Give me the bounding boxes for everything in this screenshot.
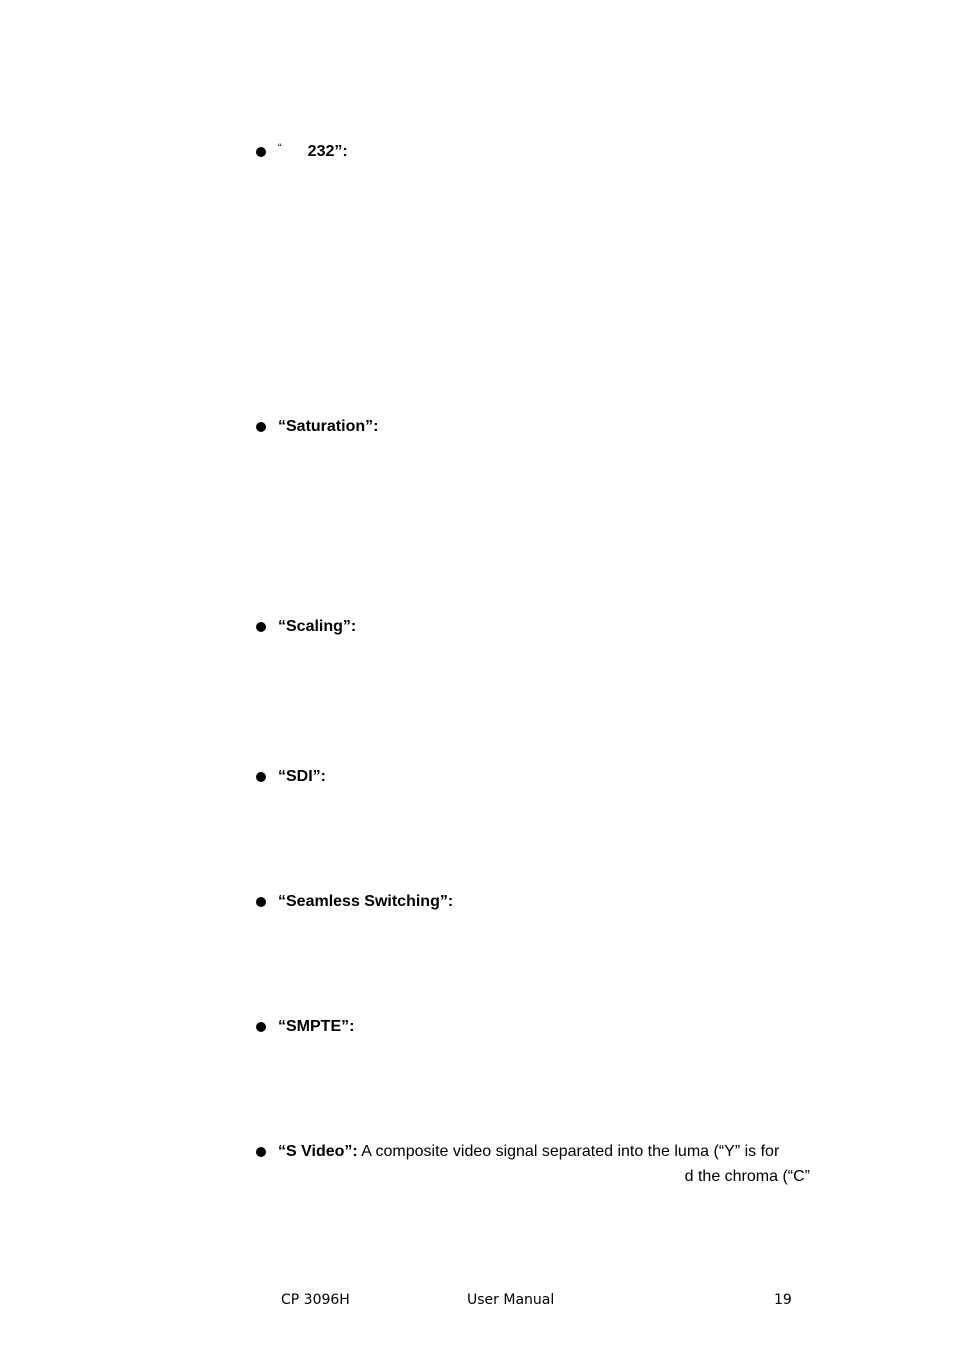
footer-page-number: 19 [774,1292,792,1308]
entry-definition: A composite video signal separated into the luma (“Y” is for [357,1143,780,1160]
entry-line [278,764,326,789]
entry-term: 232”: [307,143,348,160]
entry-line [278,139,348,164]
bullet-icon [256,422,266,432]
entry-term: “SDI”: [278,768,326,785]
entry-line [278,1014,354,1039]
entry-line [278,889,453,914]
entry-definition-continuation: d the chroma (“C” [684,1168,810,1185]
bullet-icon [256,1147,266,1157]
entry-term: “Seamless Switching”: [278,893,454,910]
bullet-icon [256,147,266,157]
entry-line [278,414,378,439]
entry-term: “Scaling”: [278,618,357,635]
entry-line [278,614,356,639]
bullet-icon [256,897,266,907]
bullet-icon [256,772,266,782]
entry-term-open-quote: “ [278,142,282,154]
bullet-icon [256,622,266,632]
entry-term: “Saturation”: [278,418,379,435]
footer-product: CP 3096H [281,1292,350,1308]
entry-term: “S Video”: [278,1143,358,1160]
bullet-icon [256,1022,266,1032]
entry-term: “SMPTE”: [278,1018,355,1035]
footer-title: User Manual [467,1292,555,1308]
entry-line [278,1139,779,1164]
